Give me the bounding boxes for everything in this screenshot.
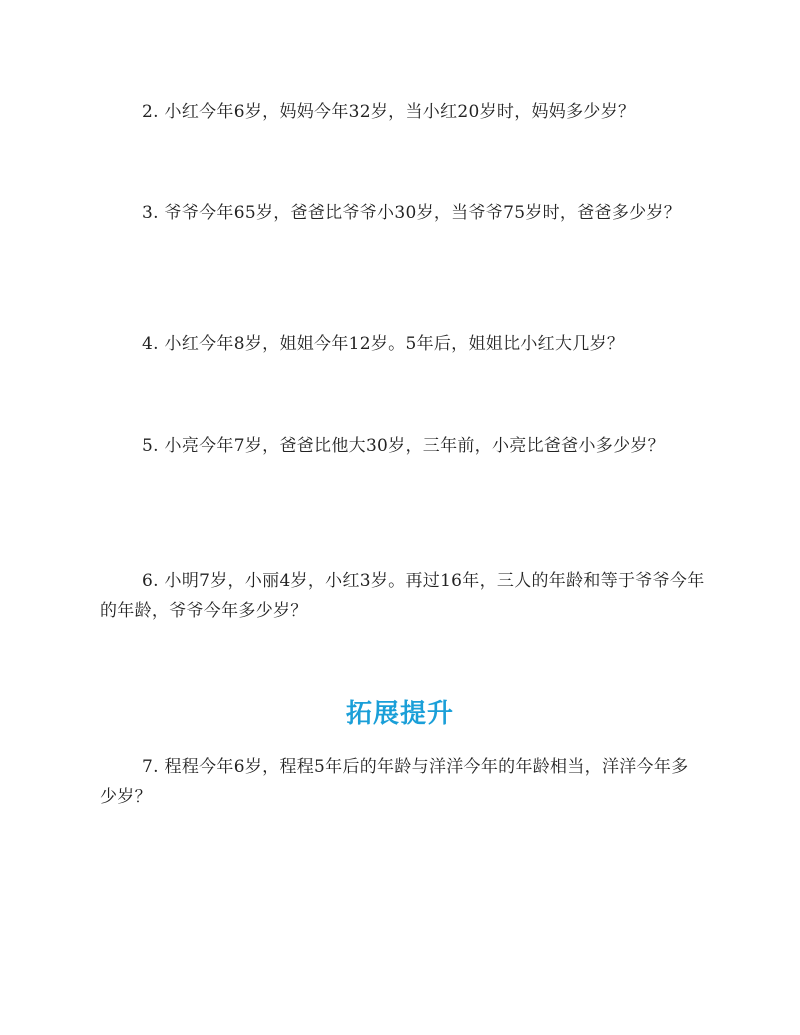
problem-5: 5. 小亮今年7岁，爸爸比他大30岁，三年前，小亮比爸爸小多少岁？ <box>142 436 665 456</box>
problem-3: 3. 爷爷今年65岁，爸爸比爷爷小30岁，当爷爷75岁时，爸爸多少岁？ <box>142 203 682 223</box>
problem-6: 6. 小明7岁，小丽4岁，小红3岁。再过16年，三人的年龄和等于爷爷今年的年龄，爷爷今年多少岁？ <box>100 571 705 621</box>
problem-4: 4. 小红今年8岁，姐姐今年12岁。5年后，姐姐比小红大几岁？ <box>142 334 625 354</box>
problem-7: 7. 程程今年6岁，程程5年后的年龄与洋洋今年的年龄相当，洋洋今年多少岁？ <box>100 757 689 807</box>
problem-2: 2. 小红今年6岁，妈妈今年32岁，当小红20岁时，妈妈多少岁？ <box>142 102 636 122</box>
section-title: 拓展提升 <box>345 699 454 729</box>
